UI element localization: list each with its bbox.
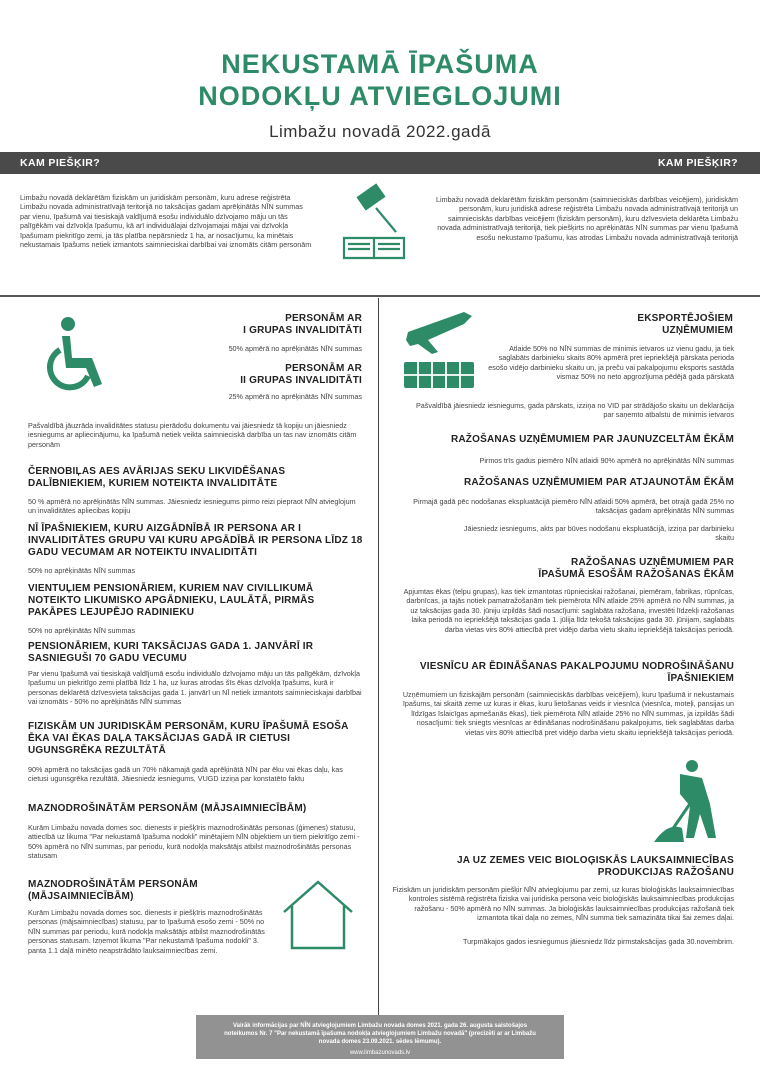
s4-title: NĪ ĪPAŠNIEKIEM, KURU AIZGĀDNĪBĀ IR PERSONA AR I INVALIDITĀTES GRUPU VAI KURU APGĀDĪBĀ IR PERSONA LĪDZ 18 GADU VECUMAM AR NOTEIKTU INVALIDITĀTI <box>28 523 363 558</box>
s8-title: MAZNODROŠINĀTĀM PERSONĀM (MĀJSAIMNIECĪBĀM) <box>28 803 307 814</box>
r1-title-b: UZŅĒMUMIEM <box>662 325 733 336</box>
s6-title: PENSIONĀRIEM, KURI TAKSĀCIJAS GADA 1. JANVĀRĪ IR SASNIEGUŠI 70 GADU VECUMU <box>28 641 314 664</box>
r4-title-a: RAŽOŠANAS UZŅĒMUMIEM PAR <box>571 557 734 568</box>
footer-link[interactable]: www.limbazunovads.lv <box>349 1050 411 1056</box>
farmer-shovel-icon <box>654 758 738 844</box>
s3-text: 50 % apmērā no aprēķinātās NĪN summas. Jāiesniedz iesniegums pirmo reizi piepraot NĪN atvieglojum un invaliditātes apliecibas kopiju <box>28 497 356 516</box>
r2-text: Pirmos trīs gadus piemēro NĪN atlaidi 90% apmērā no aprēķinātās NĪN summas <box>479 456 734 465</box>
vertical-divider <box>378 298 379 1028</box>
r1-text: Atlaide 50% no NĪN summas de minimis ietvaros uz vienu gadu, ja tiek saglabāts darbinieku skaits 80% apmērā pret iepriekšējā pārskata perioda esošo vidējo darbinieku skaitu un, ja preču vai pakalpojumu eksports sastāda vismaz 50% no neto apgrozījuma pēdējā gada pārskatā <box>488 344 734 382</box>
gavel-book-icon <box>338 186 410 266</box>
section-band <box>0 152 760 174</box>
s6-text: Par vienu īpašumā vai tiesiskajā valdījumā esošu individuālo dzīvojamo māju un tās palīgēkām, dzīvokļa īpašumu un piekritīgo zemi platībā līdz 1 ha, uz kuras atrodas šīs ēkas dzīvokļa īpašums, kurā ir personas deklarētā dzīvesvieta taksācijas gada 1. janvārī un NĪ netiek izmantots saimnieciskajai darbībai vai iznomāts - 50% no aprēķinātās NĪN summas <box>28 669 362 707</box>
r5-title-b: ĪPAŠNIEKIEM <box>667 673 734 684</box>
s2-text: 25% apmērā no aprēķinātās NĪN summas <box>228 392 362 401</box>
airplane-cargo-icon <box>398 306 480 396</box>
s7-title: FIZISKĀM UN JURIDISKĀM PERSONĀM, KURU ĪPAŠUMĀ ESOŠA ĒKA VAI ĒKAS DAĻA TAKSĀCIJAS GADĀ IR CIETUSI UGUNSGRĒKA REZULTĀTĀ <box>28 721 349 756</box>
r6-title-a: JA UZ ZEMES VEIC BIOLOĢISKĀS LAUKSAIMNIECĪBAS <box>457 855 734 866</box>
s2-note: Pašvaldībā jāuzrāda invaliditātes statusu pierādošu dokumentu vai jāiesniedz tā kopiju un jāiesniedz iesniegums ar apliecinājumu, ka īpašumā netiek veikta saimnieciskā darbība un tas nav iznomāts citām personām <box>28 421 357 449</box>
r4-text: Apjumtas ēkas (telpu grupas), kas tiek izmantotas rūpnieciskai ražošanai, piemēram, fabrikas, rūpnīcas, darbnīcas, ja tajās notiek pamatražošanām tiek piemērota NĪN atlaide 25% apmērā no NĪN summas, ja uz taksācijas gada 30. jūniju izpildās šādi nosacījumi: saglabāta ražošana, investēti līdzekļi ražošanas laika periodā no iepriekšējā taksācijas gada 1. jūlija līdz tekošā taksācijas gada 30. jūnijam, saglabāts darba vietas virs 80% attiecībā pret vidējo darba vietu skaitu iepriekšējā taksācijas periodā. <box>403 587 734 634</box>
s5-title: VIENTUĻIEM PENSIONĀRIEM, KURIEM NAV CIVILLIKUMĀ NOTEIKTO LIKUMISKO APGĀDNIEKU, LAULĀTĀ, PIRMĀS PAKĀPES LEJUPĒJO RADINIEKU <box>28 583 315 618</box>
page-subtitle: Limbažu novadā 2022.gadā <box>269 122 491 141</box>
intro-right-text: Limbažu novadā deklarētām fiziskām personām (saimnieciskās darbības veicējiem), juridiskām personām, kuru juridiskā adrese reģistrēta Limbažu novada administratīvajā teritorijā un saimnieciskās darbības veicējiem (fiziskām personām), kuru dzīvesvieta deklarēta Limbažu novada administratīvajā teritorijā, tiek piešķirts no aprēķinātās NĪN summas par vienu īpašumā esošu nekustamo īpašumu, kas atrodas Limbažu novada administratīvajā teritorijā <box>436 195 738 242</box>
title-line-1: NEKUSTAMĀ ĪPAŠUMA <box>221 49 539 79</box>
s2-title-a: PERSONĀM AR <box>285 363 362 374</box>
r1-title-a: EKSPORTĒJOŠIEM <box>637 313 733 324</box>
band-left-label: KAM PIEŠĶIR? <box>20 157 101 169</box>
r6-title-b: PRODUKCIJAS RAŽOŠANU <box>597 867 734 878</box>
intro-left-text: Limbažu novadā deklarētām fiziskām un juridiskām personām, kuru adrese reģistrēta Limbažu novada administratīvajā teritorijā no taksācijas gadam aprēķinātās NĪN summas par vienu, īpašumā vai tiesiskajā valdījumā esošu individuālo dzīvojamo māju un tās palīgēkām vai dzīvokļa īpašumu, kā arī individuālajai dzīvojamajai mājai vai dzīvokļa īpašumam piekritīgo zemi, ja tās platība nepārsniedz 1 ha, ar nosacījumu, ka minētais nekustamais īpašums netiek izmantots saimnieciskai darbībai vai iznomāts citām personām <box>20 193 312 250</box>
s7-text: 90% apmērā no taksācijas gadā un 70% nākamajā gadā aprēķinātā NĪN par ēku vai ēkas daļu, kas cietusi ugunsgrēka rezultātā. Jāiesniedz iesniegums, VUGD izziņa par konstatēto faktu <box>28 765 343 784</box>
house-icon <box>280 878 356 952</box>
s5-text: 50% no aprēķinātās NĪN summas <box>28 626 136 635</box>
r5-title-a: VIESNĪCU AR ĒDINĀŠANAS PAKALPOJUMU NODROŠINĀŠANU <box>419 661 734 672</box>
wheelchair-icon <box>40 314 120 394</box>
r4-title-b: ĪPAŠUMĀ ESOŠĀM RAŽOŠANAS ĒKĀM <box>538 569 734 580</box>
r6-text: Fiziskām un juridiskām personām piešķir NĪN atvieglojumu par zemi, uz kuras bioloģiskās lauksaimniecības kontroles sistēmā reģistrēta fiziska vai juridiska persona veic bioloģiskās lauksaimniecības produkcijas ražošanu - 50% apmērā no NĪN summas. Ja bioloģiskās lauksaimniecības produkcijas ražošanā tiek izmantota tikai daļa no zemes, NĪN summa tiek samazināta tikai šai zemes daļai. <box>392 885 734 923</box>
s1-title-a: PERSONĀM AR <box>285 313 362 324</box>
footer-box <box>196 1015 564 1059</box>
s2-title-b: II GRUPAS INVALIDITĀTI <box>240 375 362 386</box>
r1-note: Pašvaldībā jāiesniedz iesniegums, gada pārskats, izziņa no VID par strādājošo skaitu un deklarācija par saņemto atbalstu de minimis ietvaros <box>415 401 734 420</box>
s1-title-b: I GRUPAS INVALIDITĀTI <box>243 325 362 336</box>
r5-text: Uzņēmumiem un fiziskajām personām (saimnieciskās darbības veicējiem), kuru īpašumā ir nekustamais īpašums, tai skaitā zeme uz kuras ir ēkas, kuru lietošanas veids ir viesnīca (viesnīca, moteļi, pansijas un līdzīgas īslaicīgas apmešanās ēkas), tiek piemērota NĪN atlaide 25% no NĪN summas, ja izpildās šādi nosacījumi: tiek sniegts viesnīcas ar ēdināšanas nodrošināšanu pakalpojums, tiek saglabātas darba vietas virs 80% attiecībā pret vidējo darba vietu skaitu iepriekšējā taksācijas periodā. <box>402 690 734 737</box>
band-right-label: KAM PIEŠĶIR? <box>657 157 738 169</box>
s3-title: ČERNOBIĻAS AES AVĀRIJAS SEKU LIKVIDĒŠANAS DALĪBNIEKIEM, KURIEM NOTEIKTA INVALIDITĀTE <box>28 466 286 489</box>
s9-title-b: (MĀJSAIMNIECĪBĀM) <box>28 891 134 902</box>
r3-text: Pirmajā gadā pēc nodošanas ekspluatācijā piemēro NĪN atlaidi 50% apmērā, bet otrajā gadā 25% no taksācijas gadam aprēķinātās NĪN summas <box>413 497 734 516</box>
horizontal-divider <box>0 295 760 297</box>
s8-text: Kurām Limbažu novada domes soc. dienests ir piešķīris maznodrošinātās personas (ģimenes) statusu, attiecībā uz likuma "Par nekustamā īpašuma nodokli" minētajiem NĪN objektiem un tiem piekritīgo zemi - 50% apmērā no NĪN summas, par periodu, kurā nodokļa maksātājs atbilst maznodrošinātās personas statusam <box>28 823 360 861</box>
r2-title: RAŽOŠANAS UZŅĒMUMIEM PAR JAUNUZCELTĀM ĒKĀM <box>450 434 734 445</box>
footer-text: Vairāk informācijas par NĪN atvieglojumiem Limbažu novada domes 2021. gada 26. augusta saistošajos noteikumos Nr. 7 "Par nekustamā īpašuma nodokļa atvieglojumiem Limbažu novadā" (precizēti ar ar Limbažu novada domes 23.09.2021. sēdes lēmumu). <box>224 1023 536 1045</box>
title-line-2: NODOKĻU ATVIEGLOJUMI <box>198 81 562 111</box>
s9-title-a: MAZNODROŠINĀTĀM PERSONĀM <box>28 879 198 890</box>
r3-title: RAŽOŠANAS UZŅĒMUMIEM PAR ATJAUNOTĀM ĒKĀM <box>463 477 734 488</box>
s9-text: Kurām Limbažu novada domes soc. dienests ir piešķīris maznodrošinātās personas (mājsaimniecības) statusu, par to īpašumā esošo zemi - 50% no NĪN summas par periodu, kurā nodokļa maksātājs atbilst maznodrošinātās personas statusam. Izņemot likuma "Par nekustamā īpašuma nodokli" 3. panta 1.1 daļā minēto neapstrādāto lauksaimniecības zemi. <box>28 908 265 955</box>
s1-text: 50% apmērā no aprēķinātās NĪN summas <box>228 344 362 353</box>
r6-note: Turpmākajos gados iesniegumus jāiesniedz līdz pirmstaksācijas gada 30.novembrim. <box>463 937 734 946</box>
s4-text: 50% no aprēķinātās NĪN summas <box>28 566 136 575</box>
r3-note: Jāiesniedz iesniegums, akts par būves nodošanu ekspluatācijā, izziņa par darbinieku skaitu <box>463 524 734 543</box>
